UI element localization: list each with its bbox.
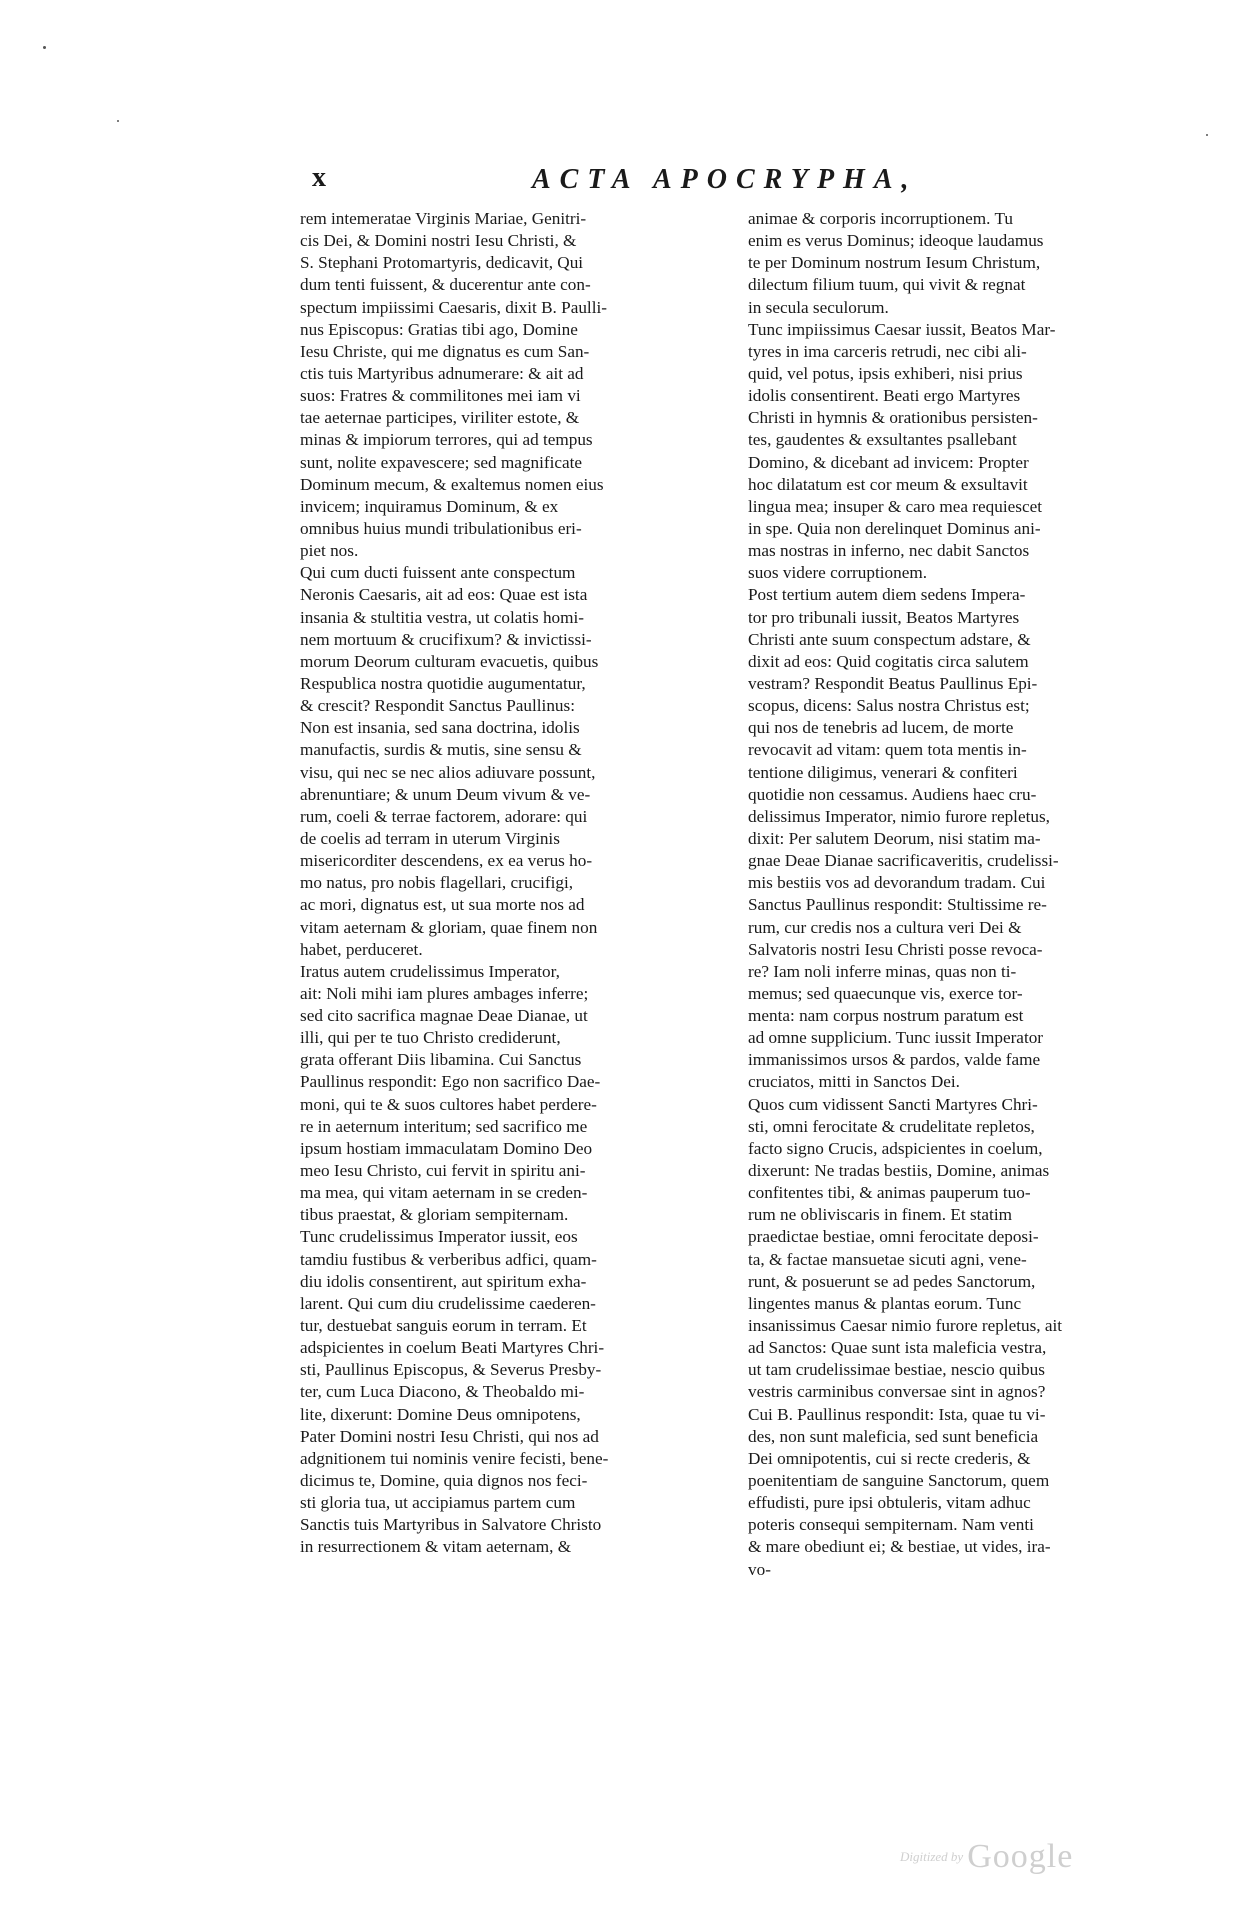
- text-line: revocavit ad vitam: quem tota mentis in-: [748, 740, 1027, 760]
- text-line: vestris carminibus conversae sint in agnos?: [748, 1382, 1046, 1402]
- text-line: ad Sanctos: Quae sunt ista maleficia vestra,: [748, 1338, 1047, 1358]
- text-line: praedictae bestiae, omni ferocitate deposi-: [748, 1227, 1039, 1247]
- text-line: gnae Deae Dianae sacrificaveritis, crudelissi-: [748, 851, 1059, 871]
- text-line: lingentes manus & plantas eorum. Tunc: [748, 1293, 1022, 1313]
- text-line: ta, & factae mansuetae sicuti agni, vene-: [748, 1249, 1027, 1269]
- text-line: spectum impiissimi Caesaris, dixit B. Paulli-: [300, 297, 607, 317]
- text-line: Iratus autem crudelissimus Imperator,: [300, 961, 560, 981]
- text-line: runt, & posuerunt se ad pedes Sanctorum,: [748, 1271, 1036, 1291]
- text-line: enim es verus Dominus; ideoque laudamus: [748, 231, 1044, 251]
- text-line: quotidie non cessamus. Audiens haec cru-: [748, 784, 1037, 804]
- text-line: dixit: Per salutem Deorum, nisi statim ma-: [748, 828, 1041, 848]
- text-line: quid, vel potus, ipsis exhiberi, nisi prius: [748, 363, 1023, 383]
- text-line: sti, Paullinus Episcopus, & Severus Presby-: [300, 1360, 602, 1380]
- text-line: cis Dei, & Domini nostri Iesu Christi, &: [300, 231, 577, 251]
- text-line: diu idolis consentirent, aut spiritum exha-: [300, 1271, 587, 1291]
- text-line: piet nos.: [300, 541, 359, 561]
- left-text-column: [300, 208, 720, 1559]
- text-line: immanissimos ursos & pardos, valde fame: [748, 1050, 1041, 1070]
- text-line: poteris consequi sempiternam. Nam venti: [748, 1515, 1034, 1535]
- text-line: mis bestiis vos ad devorandum tradam. Cui: [748, 873, 1046, 893]
- text-line: Quos cum vidissent Sancti Martyres Chri-: [748, 1094, 1038, 1114]
- text-line: rum, cur credis nos a cultura veri Dei &: [748, 917, 1022, 937]
- text-line: dum tenti fuissent, & ducerentur ante con-: [300, 275, 591, 295]
- page-speck: [43, 46, 46, 49]
- text-line: Christi ante suum conspectum adstare, &: [748, 629, 1031, 649]
- text-line: & crescit? Respondit Sanctus Paullinus:: [300, 696, 575, 716]
- text-line: sti, omni ferocitate & crudelitate repletos,: [748, 1116, 1035, 1136]
- text-line: vestram? Respondit Beatus Paullinus Epi-: [748, 673, 1038, 693]
- text-line: Tunc crudelissimus Imperator iussit, eos: [300, 1227, 578, 1247]
- text-line: in spe. Quia non derelinquet Dominus ani-: [748, 518, 1041, 538]
- text-line: Non est insania, sed sana doctrina, idolis: [300, 718, 580, 738]
- text-line: des, non sunt maleficia, sed sunt beneficia: [748, 1426, 1039, 1446]
- text-line: Christi in hymnis & orationibus persisten-: [748, 408, 1038, 428]
- text-line: Dominum mecum, & exaltemus nomen eius: [300, 474, 604, 494]
- text-line: illi, qui per te tuo Christo crediderunt,: [300, 1028, 561, 1048]
- text-line: rem intemeratae Virginis Mariae, Genitri-: [300, 209, 587, 228]
- text-line: menta: nam corpus nostrum paratum est: [748, 1006, 1024, 1026]
- text-line: nem mortuum & crucifixum? & invictissi-: [300, 629, 592, 649]
- text-line: tae aeternae participes, viriliter estote, &: [300, 408, 580, 428]
- watermark-logo-text: Google: [967, 1838, 1074, 1875]
- text-line: tes, gaudentes & exsultantes psallebant: [748, 430, 1017, 450]
- watermark-small-text: Digitized by: [900, 1849, 964, 1864]
- text-line: ut tam crudelissimae bestiae, nescio quibus: [748, 1360, 1045, 1380]
- text-line: in resurrectionem & vitam aeternam, &: [300, 1537, 572, 1557]
- text-line: insania & stultitia vestra, ut colatis homi-: [300, 607, 585, 627]
- text-line: ait: Noli mihi iam plures ambages inferre;: [300, 983, 589, 1003]
- text-line: ac mori, dignatus est, ut sua morte nos ad: [300, 895, 585, 915]
- text-line: ctis tuis Martyribus adnumerare: & ait ad: [300, 363, 584, 383]
- text-line: lite, dixerunt: Domine Deus omnipotens,: [300, 1404, 581, 1424]
- text-line: dilectum filium tuum, qui vivit & regnat: [748, 275, 1026, 295]
- text-line: Qui cum ducti fuissent ante conspectum: [300, 563, 576, 583]
- text-line: Domino, & dicebant ad invicem: Propter: [748, 452, 1029, 472]
- text-line: vo-: [748, 1559, 771, 1579]
- text-line: Sanctus Paullinus respondit: Stultissime re-: [748, 895, 1047, 915]
- text-line: sti gloria tua, ut accipiamus partem cum: [300, 1493, 576, 1513]
- text-line: tyres in ima carceris retrudi, nec cibi ali-: [748, 341, 1027, 361]
- text-line: abrenuntiare; & unum Deum vivum & ve-: [300, 784, 591, 804]
- text-line: re in aeternum interitum; sed sacrifico me: [300, 1116, 588, 1136]
- text-line: moni, qui te & suos cultores habet perdere-: [300, 1094, 597, 1114]
- text-line: ter, cum Luca Diacono, & Theobaldo mi-: [300, 1382, 585, 1402]
- page-speck: [117, 120, 119, 122]
- text-line: sunt, nolite expavescere; sed magnificate: [300, 452, 583, 472]
- text-line: lingua mea; insuper & caro mea requiescet: [748, 496, 1042, 516]
- text-line: Neronis Caesaris, ait ad eos: Quae est ista: [300, 585, 588, 605]
- text-line: vitam aeternam & gloriam, quae finem non: [300, 917, 598, 937]
- text-line: idolis consentirent. Beati ergo Martyres: [748, 386, 1021, 406]
- text-line: dixit ad eos: Quid cogitatis circa salutem: [748, 651, 1029, 671]
- text-line: rum, coeli & terrae factorem, adorare: qui: [300, 806, 588, 826]
- text-line: Respublica nostra quotidie augumentatur,: [300, 673, 586, 693]
- text-line: mo natus, pro nobis flagellari, crucifigi,: [300, 873, 574, 893]
- text-line: animae & corporis incorruptionem. Tu: [748, 209, 1013, 228]
- text-line: in secula seculorum.: [748, 297, 889, 317]
- text-line: confitentes tibi, & animas pauperum tuo-: [748, 1183, 1031, 1203]
- text-line: tor pro tribunali iussit, Beatos Martyres: [748, 607, 1020, 627]
- text-line: rum ne obliviscaris in finem. Et statim: [748, 1205, 1012, 1225]
- text-line: Salvatoris nostri Iesu Christi posse revoca-: [748, 939, 1043, 959]
- folio-number: x: [312, 162, 327, 193]
- text-line: S. Stephani Protomartyris, dedicavit, Qui: [300, 253, 584, 273]
- text-line: facto signo Crucis, adspicientes in coelum,: [748, 1138, 1043, 1158]
- text-line: suos: Fratres & commilitones mei iam vi: [300, 386, 581, 406]
- text-line: adspicientes in coelum Beati Martyres Chri-: [300, 1338, 605, 1358]
- running-title: ACTA APOCRYPHA,: [532, 164, 918, 195]
- text-line: habet, perduceret.: [300, 939, 423, 959]
- text-line: scopus, dicens: Salus nostra Christus est;: [748, 696, 1030, 716]
- text-line: larent. Qui cum diu crudelissime caederen-: [300, 1293, 596, 1313]
- text-line: Cui B. Paullinus respondit: Ista, quae tu vi-: [748, 1404, 1046, 1424]
- text-line: effudisti, pure ipsi obtuleris, vitam adhuc: [748, 1493, 1031, 1513]
- text-line: minas & impiorum terrores, qui ad tempus: [300, 430, 593, 450]
- text-line: memus; sed quaecunque vis, exerce tor-: [748, 983, 1023, 1003]
- text-line: Iesu Christe, qui me dignatus es cum San-: [300, 341, 590, 361]
- text-line: & mare obediunt ei; & bestiae, ut vides, ira-: [748, 1537, 1051, 1557]
- text-line: te per Dominum nostrum Iesum Christum,: [748, 253, 1041, 273]
- text-line: Sanctis tuis Martyribus in Salvatore Christo: [300, 1515, 602, 1535]
- page-header: [312, 162, 932, 202]
- text-line: ipsum hostiam immaculatam Domino Deo: [300, 1138, 593, 1158]
- text-line: qui nos de tenebris ad lucem, de morte: [748, 718, 1014, 738]
- digitization-watermark: [900, 1838, 1073, 1876]
- text-line: ad omne supplicium. Tunc iussit Imperator: [748, 1028, 1044, 1048]
- text-line: Post tertium autem diem sedens Impera-: [748, 585, 1026, 605]
- text-line: manufactis, surdis & mutis, sine sensu &: [300, 740, 582, 760]
- text-line: tur, destuebat sanguis eorum in terram. Et: [300, 1316, 587, 1336]
- right-text-column: [748, 208, 1168, 1581]
- text-line: suos videre corruptionem.: [748, 563, 927, 583]
- text-line: visu, qui nec se nec alios adiuvare possunt,: [300, 762, 596, 782]
- text-line: Tunc impiissimus Caesar iussit, Beatos Mar-: [748, 319, 1056, 339]
- text-line: morum Deorum culturam evacuetis, quibus: [300, 651, 599, 671]
- text-line: sed cito sacrifica magnae Deae Dianae, ut: [300, 1006, 588, 1026]
- text-line: mas nostras in inferno, nec dabit Sanctos: [748, 541, 1030, 561]
- page-speck: [1206, 134, 1208, 136]
- text-line: misericorditer descendens, ex ea verus ho-: [300, 851, 593, 871]
- text-line: hoc dilatatum est cor meum & exsultavit: [748, 474, 1028, 494]
- text-line: grata offerant Diis libamina. Cui Sanctus: [300, 1050, 582, 1070]
- text-line: meo Iesu Christo, cui fervit in spiritu ani-: [300, 1161, 586, 1181]
- text-line: tamdiu fustibus & verberibus adfici, quam-: [300, 1249, 597, 1269]
- text-line: nus Episcopus: Gratias tibi ago, Domine: [300, 319, 578, 339]
- text-line: ma mea, qui vitam aeternam in se creden-: [300, 1183, 588, 1203]
- text-line: Dei omnipotentis, cui si recte crederis, &: [748, 1448, 1031, 1468]
- text-line: Paullinus respondit: Ego non sacrifico Dae-: [300, 1072, 601, 1092]
- text-line: re? Iam noli inferre minas, quas non ti-: [748, 961, 1017, 981]
- text-line: insanissimus Caesar nimio furore repletus, ait: [748, 1316, 1063, 1336]
- text-line: cruciatos, mitti in Sanctos Dei.: [748, 1072, 960, 1092]
- text-line: invicem; inquiramus Dominum, & ex: [300, 496, 559, 516]
- text-line: adgnitionem tui nominis venire fecisti, bene-: [300, 1448, 609, 1468]
- text-line: Pater Domini nostri Iesu Christi, qui nos ad: [300, 1426, 599, 1446]
- text-line: poenitentiam de sanguine Sanctorum, quem: [748, 1471, 1050, 1491]
- text-line: delissimus Imperator, nimio furore repletus,: [748, 806, 1050, 826]
- text-line: de coelis ad terram in uterum Virginis: [300, 828, 560, 848]
- text-line: tibus praestat, & gloriam sempiternam.: [300, 1205, 569, 1225]
- text-line: omnibus huius mundi tribulationibus eri-: [300, 518, 582, 538]
- text-line: dicimus te, Domine, quia dignos nos feci-: [300, 1471, 588, 1491]
- text-line: tentione diligimus, venerari & confiteri: [748, 762, 1018, 782]
- text-line: dixerunt: Ne tradas bestiis, Domine, animas: [748, 1161, 1050, 1181]
